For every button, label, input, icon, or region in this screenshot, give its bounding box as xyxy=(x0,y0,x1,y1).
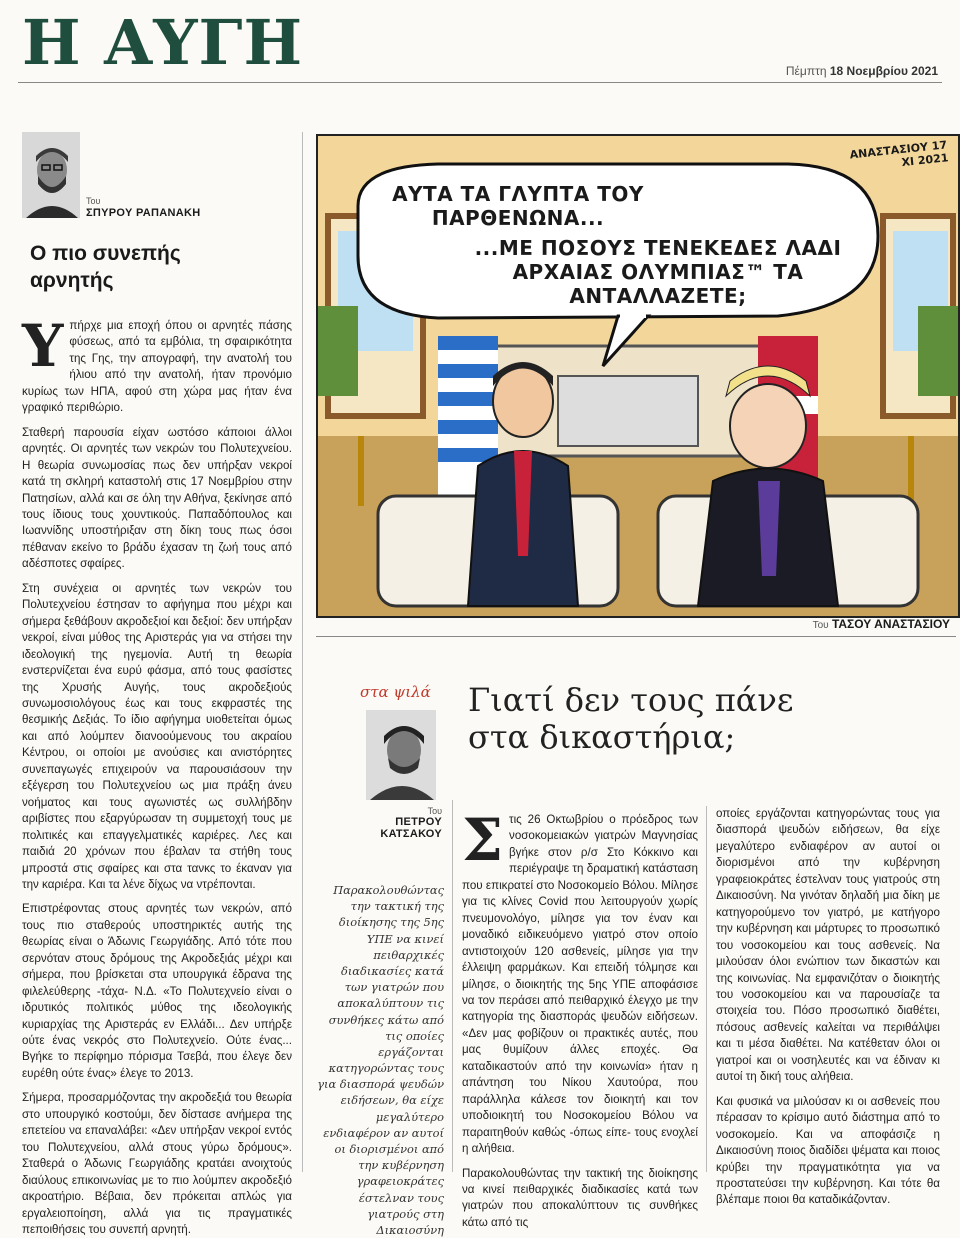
paragraph: Σήμερα, προσαρμόζοντας την ακροδεξιά του θεωρία στο υπουργικό κοστούμι, δεν δίστασε ανήμερα της επετείου να επαναλάβει: «Δεν υπήρξαν νεκροί εντός του Πολυτεχνείου, αλλά στους γύρω δρόμους». Σταθερά ο Άδωνις Γεωργιάδης κρατάει ανοιχτούς διαύλους επικοινωνίας με το πιο λούμπεν ακροδεξιό ακροατήριο. Βέβαια, δεν πρόκειται απλώς για εργαλειοποίηση, αλλά για τις πραγματικές πεποιθήσεις του συνεπή αρνητή. xyxy=(22,1091,292,1237)
author-photo xyxy=(22,132,80,218)
paragraph: Στις 26 Οκτωβρίου ο πρόεδρος των νοσοκομειακών γιατρών Μαγνησίας βγήκε στον ρ/σ Στο Κόκκινο και περιέγραψε τη δραματική κατάσταση που επικρατεί στο Νοσοκομείο Βόλου. Μίλησε για τις κλίνες Covid που λειτουργούν χωρίς πνευμονολόγο, μίλησε για τον έναν και μοναδικό ειδικευόμενο γιατρό στον οποίο αντιστοιχούν 120 ασθενείς, μίλησε για την έλλειψη φαρμάκων. Και επειδή τόλμησε και μίλησε, ο διοικητής της 5ης ΥΠΕ αποφάσισε να τον περάσει από πειθαρχικό έλεγχο με την κατηγορία της διασποράς ψευδών ειδήσεων. «Δεν μας φοβίζουν οι πρακτικές αυτές, που μας θυμίζουν άλλες εποχές. Θα καταδικαστούν από την κοινωνία» ήταν η απάντηση του Νίκου Χαυτούρα, που παράλληλα κάλεσε τον διοικητή και τον υποδιοικητή του Νοσοκομείου Βόλου να παραιτηθούν καθώς -όπως είπε- τους ενοχλεί η αλήθεια. xyxy=(462,806,698,1156)
right-article-col-2 xyxy=(716,806,940,1207)
paragraph: Στη συνέχεια οι αρνητές των νεκρών του Πολυτεχνείου έστησαν το αφήγημα που μέχρι και σήμερα ξεθάβουν ακροδεξιοί και δεξιοί: δεν υπήρξαν νεκροί, είναι μύθος της Αριστεράς για να στήσει την ιδεολογική της ηγεμονία. Αυτή τη θεωρία ενστερνίζεται ένα ευρύ φάσμα, από τους φασίστες της Χρυσής Αυγής, τους ακροδεξιούς συνωμοσιολόγους έως και τους εκφραστές της θεσμικής Δεξιάς. Το ίδιο αφήγημα υιοθετείται όμως και από λούμπεν διανοούμενους του ακραίου Κέντρου, οι οποίοι με ανούσιες και ανιστόρητες συνεπαγωγές επιχειρούν να παρουσιάσουν την εξέγερση του Πολυτεχνείου ως μια πράξη άνευ νοήματος και τους αγωνιστές ως συλλήβδην αριβίστες που εξαργύρωσαν τη συμμετοχή τους με πολιτικές και επαγγελματικές καριέρες. Λες και παιδιά 20 χρόνων που έβαλαν τα στήθη τους μπροστά στις σφαίρες και στα τανκς το έκαναν για την καριέρα. Και τα λένε δίχως να ντρέπονται. xyxy=(22,581,292,891)
dropcap: Υ xyxy=(22,312,64,380)
author-portrait-icon xyxy=(366,710,436,800)
cartoon-credit xyxy=(813,617,950,631)
paragraph: οποίες εργάζονται κατηγορώντας τους για διασπορά ψευδών ειδήσεων, θα είχε μεγαλύτερο ενδιαφέρον αν αυτοί οι διορισμένοι από την κυβέρνηση γραφειοκράτες έστελναν τους γιατρούς στη Δικαιοσύνη. Να γινόταν δηλαδή μια δίκη με κατηγορούμενο τον γιατρό, με κατήγορο την κυβέρνηση και μάρτυρες το προσωπικό του νοσοκομείου και τους ασθενείς. Να μιλούσαν όλοι ενώπιον των δικαστών και της κοινωνίας. Να εμφανιζόταν ο διοικητής του νοσοκομείου και να παρουσίαζε τα στοιχεία του. Πόσο προσωπικό διαθέτει, πόσους ασθενείς καλείται να περιθάλψει και τι μέσα διαθέτει. Να κατέθεταν όλοι οι γιατροί και οι νοσηλευτές και να έδιναν κι αυτοί τη δική τους αλήθεια. xyxy=(716,807,940,1084)
author-line-2: ΚΑΤΣΑΚΟΥ xyxy=(380,828,442,840)
author-line-1: ΠΕΤΡΟΥ xyxy=(395,816,442,828)
header-rule xyxy=(18,82,942,83)
paragraph: Σταθερή παρουσία είχαν ωστόσο κάποιοι άλλοι αρνητές. Οι αρνητές των νεκρών του Πολυτεχνείου. Η θεωρία συνωμοσίας πως δεν υπήρξαν νεκροί κατά τη σκληρή καταστολή στις 17 Νοεμβρίου στην Πατησίων, αλλά και σε όλη την Αθήνα, ξεκίνησε από τους ίδιους τους χουντικούς. Παπαδόπουλος και Ιωαννίδης υποστήριξαν στη δίκη τους πως όσοι πέθαναν εκείνο το βράδυ έχασαν τη ζωή τους από αδέσποτες σφαίρες. xyxy=(22,425,292,571)
left-article-body xyxy=(22,312,292,1237)
right-byline xyxy=(360,806,442,840)
section-tag: στα ψιλά xyxy=(360,683,431,701)
cartoon-signature: ΑΝΑΣΤΑΣΙΟΥ 17 ΧΙ 2021 xyxy=(849,138,950,170)
masthead: Η ΑΥΓΗ xyxy=(22,6,304,79)
dateline xyxy=(786,64,938,78)
paragraph: Επιστρέφοντας στους αρνητές των νεκρών, από τους πιο σταθερούς υποστηρικτές αυτής της θεωρίας είναι ο Άδωνις Γεωργιάδης. Από τότε που σερνόταν στους δρόμους της Ακροδεξιάς μέχρι και σήμερα, που βρίσκεται στα υπουργικά έδρανα της φιλελεύθερης -τάχα- Ν.Δ. «Το Πολυτεχνείο είναι ο ιδρυτικός πολιτικός μύθος της ιδεολογικής κυριαρχίας της Αριστεράς εν Ελλάδι... Δεν υπήρξε ούτε ένας νεκρός στο Πολυτεχνείο. Ούτε ένας... Βγήκε το περίφημο πόρισμα Τσεβά, που έλεγε δεν ευρέθη ούτε ένας» έλεγε το 2013. xyxy=(22,902,292,1080)
author-name: ΣΠΥΡΟΥ ΡΑΠΑΝΑΚΗ xyxy=(86,207,201,219)
date-rest: 18 Νοεμβρίου 2021 xyxy=(829,64,938,78)
paragraph: Και φυσικά να μιλούσαν κι οι ασθενείς που πέρασαν το κρίσιμο αυτό διάστημα από το νοσοκομείο. Και να αποφάσιζε η Δικαιοσύνη ποιος διαδίδει ψέματα και ποιος κρύβει την πραγματικότητα για να προστατεύσει την κυβέρνηση. Και τότε θα βλέπαμε ποιοι θα καταδικάζονταν. xyxy=(716,1094,940,1207)
author-photo-2 xyxy=(366,710,436,800)
column-divider xyxy=(706,806,707,1172)
credit-prefix: Του xyxy=(812,620,829,631)
speech-bubble-text-1: ΑΥΤΑ ΤΑ ΓΛΥΠΤΑ ΤΟΥ ΠΑΡΘΕΝΩΝΑ... xyxy=(392,182,644,230)
dropcap: Σ xyxy=(462,806,504,874)
paragraph: Υπήρχε μια εποχή όπου οι αρνητές πάσης φύσεως, από τα εμβόλια, τη σφαιρικότητα της Γης, την απογραφή, την ανατολή του ήλιου από την ανατολή, ήταν προνόμιο κυρίως των ΗΠΑ, αφού στη χώρα μας ήταν ένα γραφικό περιθώριο. xyxy=(22,312,292,415)
column-divider xyxy=(452,800,453,1172)
editorial-cartoon xyxy=(316,134,960,618)
author-portrait-icon xyxy=(22,132,80,218)
credit-name: ΤΑΣΟΥ ΑΝΑΣΤΑΣΙΟΥ xyxy=(831,617,950,631)
paragraph: Παρακολουθώντας την τακτική της διοίκησης να κινεί πειθαρχικές διαδικασίες κατά των γιατρών που αποκαλύπτουν τις συνθήκες κάτω από τις xyxy=(462,1166,698,1229)
title-line-2: στα δικαστήρια; xyxy=(468,717,736,756)
cartoon-rule xyxy=(316,636,956,637)
right-article-title xyxy=(468,682,938,756)
article-lead: Παρακολουθώντας την τακτική της διοίκησης της 5ης ΥΠΕ να κινεί πειθαρχικές διαδικασίες κατά των γιατρών που αποκαλύπτουν τις συνθήκες κάτω από τις οποίες εργάζονται κατηγορώντας τους για διασπορά ψευδών ειδήσεων, θα είχε μεγαλύτερο ενδιαφέρον αν αυτοί οι διορισμένοι από την κυβέρνηση γραφειοκράτες έστελναν τους γιατρούς στη Δικαιοσύνη xyxy=(317,883,444,1237)
byline-prefix: Του xyxy=(427,806,442,816)
date-day: Πέμπτη xyxy=(785,64,827,78)
speech-bubble-text-2: ...ΜΕ ΠΟΣΟΥΣ ΤΕΝΕΚΕΔΕΣ ΛΑΔΙ ΑΡΧΑΙΑΣ ΟΛΥΜΠΙΑΣ™ ΤΑ ΑΝΤΑΛΛΑΖΕΤΕ; xyxy=(474,236,842,308)
title-line-1: Γιατί δεν τους πάνε xyxy=(468,681,794,719)
byline-prefix: Του xyxy=(86,196,101,206)
article-title: Ο πιο συνεπής αρνητής xyxy=(30,242,181,293)
column-divider xyxy=(302,132,303,1172)
right-article-col-1 xyxy=(462,806,698,1229)
